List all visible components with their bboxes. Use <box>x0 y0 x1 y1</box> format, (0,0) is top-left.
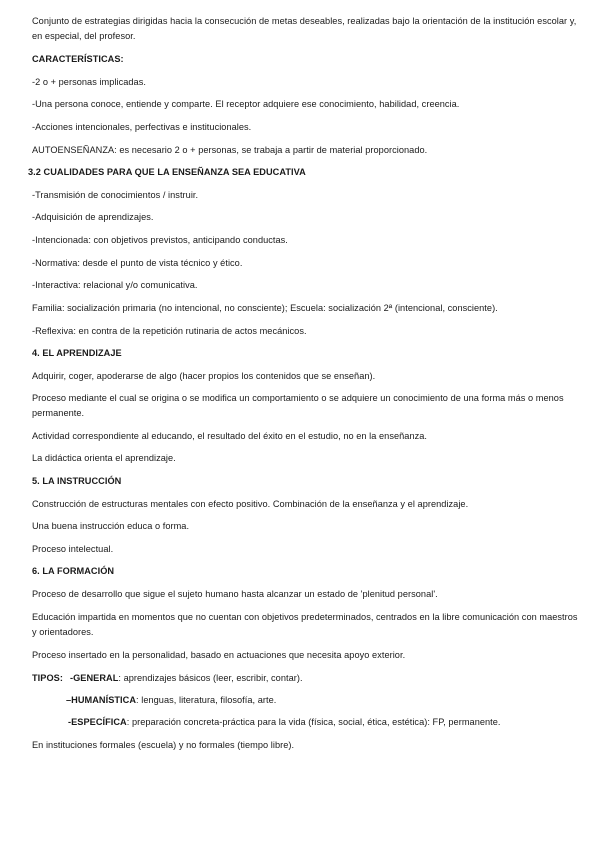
formacion-heading: 6. LA FORMACIÓN <box>32 566 115 576</box>
tipo-humanistica <box>66 695 276 706</box>
tipo-especifica-label: -ESPECÍFICA <box>68 717 127 727</box>
autoensenanza-line: AUTOENSEÑANZA: es necesario 2 o + personas, se trabaja a partir de material proporcionado. <box>32 145 428 155</box>
formacion-paragraph: Educación impartida en momentos que no cuentan con objetivos predeterminados, centrados en la libre comunicación con maestros y orientadores. <box>32 612 578 637</box>
tipo-humanistica-label: –HUMANÍSTICA <box>66 695 137 705</box>
tipo-especifica-text: : preparación concreta-práctica para la vida (física, social, ética, estética): FP, permanente. <box>126 717 501 727</box>
caracteristicas-heading: CARACTERÍSTICAS: <box>32 54 124 64</box>
formacion-paragraph: Proceso insertado en la personalidad, basado en actuaciones que necesita apoyo exterior. <box>32 650 406 660</box>
tipo-especifica <box>68 717 501 728</box>
caracteristicas-item: -Acciones intencionales, perfectivas e institucionales. <box>32 122 252 132</box>
instruccion-paragraph: Una buena instrucción educa o forma. <box>32 521 190 531</box>
cualidades-item: Familia: socialización primaria (no intencional, no consciente); Escuela: socialización 2ª (intencional, consciente). <box>32 303 498 313</box>
tipo-general-text: : aprendizajes básicos (leer, escribir, contar). <box>118 673 303 683</box>
instruccion-heading: 5. LA INSTRUCCIÓN <box>32 476 122 486</box>
cualidades-item: -Normativa: desde el punto de vista técnico y ético. <box>32 258 243 268</box>
aprendizaje-paragraph: Proceso mediante el cual se origina o se modifica un comportamiento o se adquiere un conocimiento de una forma más o menos permanente. <box>32 393 564 418</box>
cualidades-item: -Transmisión de conocimientos / instruir. <box>32 190 199 200</box>
instruccion-paragraph: Proceso intelectual. <box>32 544 114 554</box>
intro-paragraph: Conjunto de estrategias dirigidas hacia la consecución de metas deseables, realizadas bajo la orientación de la institución escolar y, en especial, del profesor. <box>32 16 577 41</box>
aprendizaje-paragraph: Adquirir, coger, apoderarse de algo (hacer propios los contenidos que se enseñan). <box>32 371 376 381</box>
caracteristicas-item: -Una persona conoce, entiende y comparte. El receptor adquiere ese conocimiento, habilidad, creencia. <box>32 99 460 109</box>
aprendizaje-paragraph: La didáctica orienta el aprendizaje. <box>32 453 176 463</box>
tipo-humanistica-text: : lenguas, literatura, filosofía, arte. <box>136 695 277 705</box>
cualidades-heading: 3.2 CUALIDADES PARA QUE LA ENSEÑANZA SEA EDUCATIVA <box>28 167 306 177</box>
aprendizaje-heading: 4. EL APRENDIZAJE <box>32 348 122 358</box>
cualidades-item: -Intencionada: con objetivos previstos, anticipando conductas. <box>32 235 288 245</box>
aprendizaje-paragraph: Actividad correspondiente al educando, el resultado del éxito en el estudio, no en la enseñanza. <box>32 431 428 441</box>
tipos-label: TIPOS: <box>32 673 63 683</box>
cualidades-item: -Adquisición de aprendizajes. <box>32 212 154 222</box>
tipo-general-label: -GENERAL <box>70 673 119 683</box>
cualidades-item: -Reflexiva: en contra de la repetición rutinaria de actos mecánicos. <box>32 326 307 336</box>
instruccion-paragraph: Construcción de estructuras mentales con efecto positivo. Combinación de la enseñanza y el aprendizaje. <box>32 499 469 509</box>
tipo-general <box>70 673 303 684</box>
formacion-paragraph: Proceso de desarrollo que sigue el sujeto humano hasta alcanzar un estado de 'plenitud personal'. <box>32 589 438 599</box>
formacion-paragraph: En instituciones formales (escuela) y no formales (tiempo libre). <box>32 740 295 750</box>
caracteristicas-item: -2 o + personas implicadas. <box>32 77 146 87</box>
cualidades-item: -Interactiva: relacional y/o comunicativa. <box>32 280 198 290</box>
